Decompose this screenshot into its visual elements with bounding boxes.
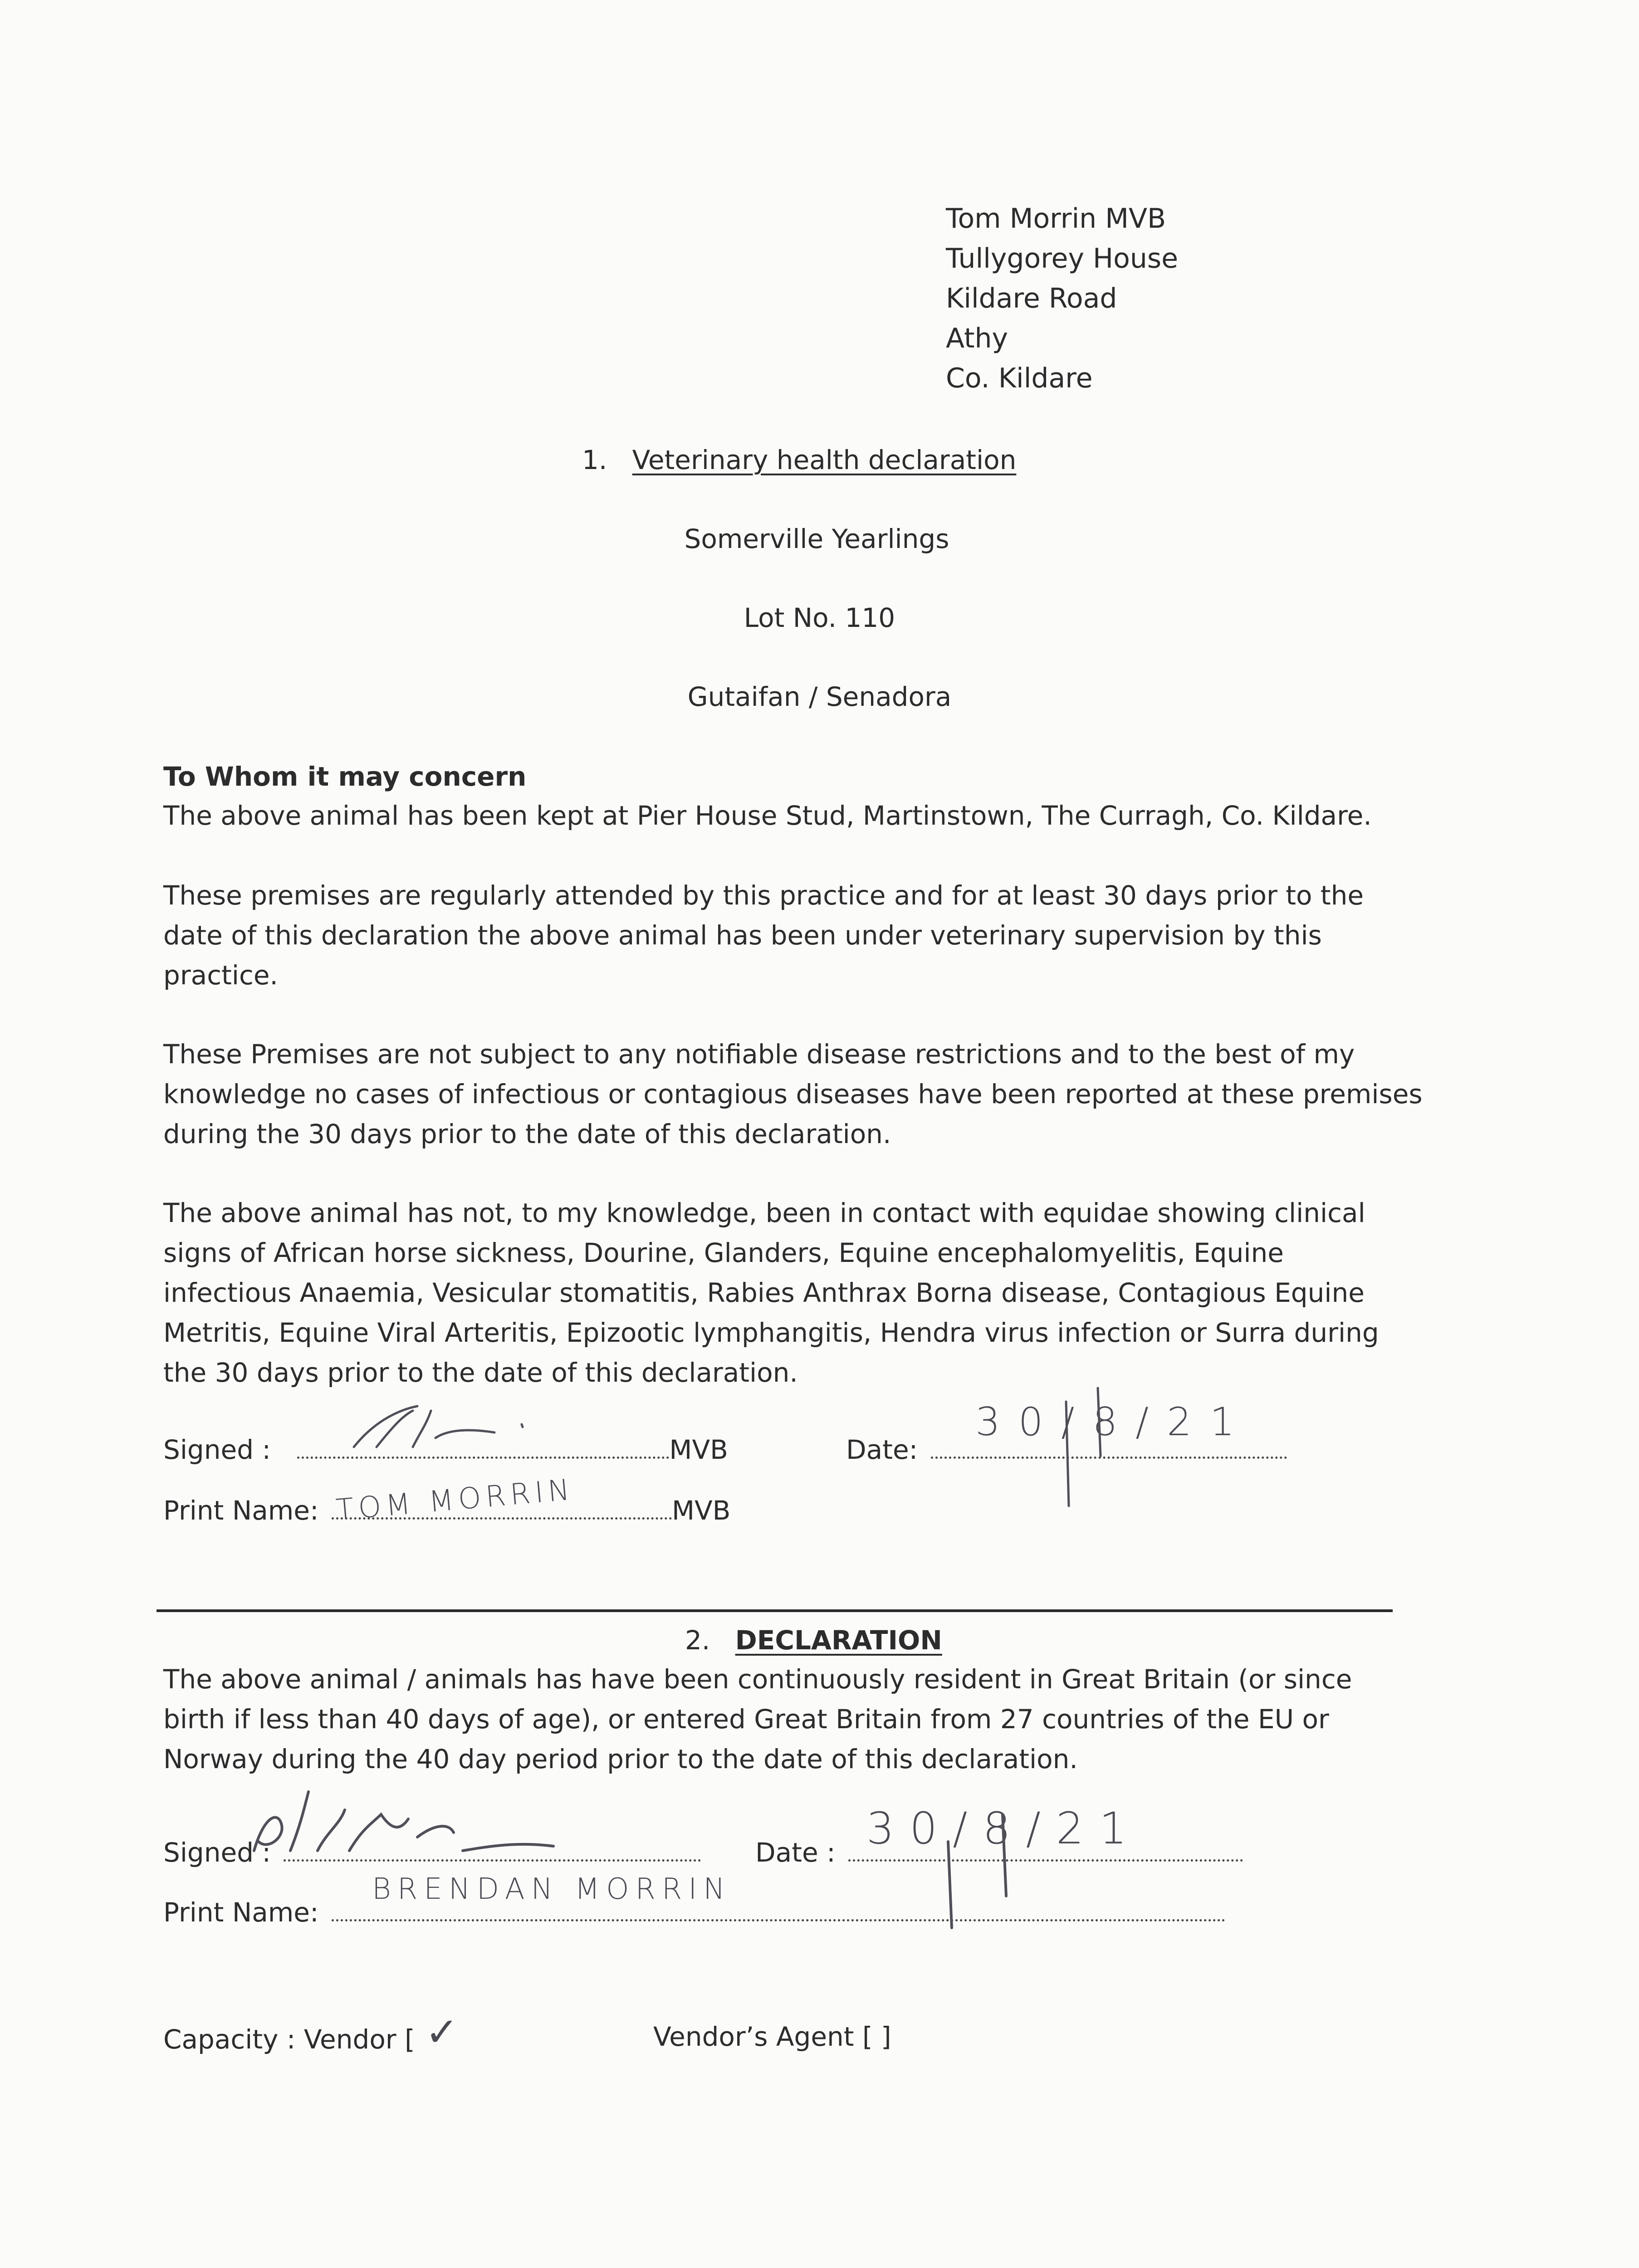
address-line: Tullygorey House xyxy=(946,243,1179,274)
section2-heading xyxy=(685,1620,942,1660)
sale-name-row xyxy=(0,519,1639,559)
address-line: Kildare Road xyxy=(946,283,1117,314)
vendors-agent-option: Vendor’s Agent [ ] xyxy=(653,2021,891,2052)
address-line: Athy xyxy=(946,323,1008,354)
signature-line xyxy=(284,1837,701,1862)
address-line: Tom Morrin MVB xyxy=(946,203,1166,235)
paragraph-no-contact: The above animal has not, to my knowledge, been in contact with equidae showing clinical signs of African horse sickness, Dourine, Glanders, Equine encephalomyelitis, Equine infectious Anaemia, Vesicular stomatitis, Rabies Anthrax Borna disease, Contagious Equine Metritis, Equine Viral Arteritis, Epizootic lymphangitis, Hendra virus infection or Surra during the 30 days prior to the date of this declaration. xyxy=(163,1198,1379,1388)
address-block xyxy=(946,199,1178,398)
mvb-suffix: MVB xyxy=(669,1434,728,1465)
vet-signature-row xyxy=(163,1430,728,1470)
section1-number: 1. xyxy=(582,445,607,475)
capacity-label: Capacity : Vendor [ xyxy=(163,2024,415,2055)
signed-label: Signed : xyxy=(163,1837,271,1868)
sale-name: Somerville Yearlings xyxy=(684,523,949,554)
signed-label: Signed : xyxy=(163,1434,271,1465)
mvb-suffix: MVB xyxy=(671,1495,731,1526)
address-line: Co. Kildare xyxy=(946,362,1093,394)
paragraph-premises-attended: These premises are regularly attended by this practice and for at least 30 days prior to the date of this declaration the above animal has been under veterinary supervision by this practice. xyxy=(163,880,1364,991)
section1-heading xyxy=(582,440,1016,480)
print-name-label: Print Name: xyxy=(163,1897,319,1928)
vet-handwritten-date: 30/8/21 xyxy=(975,1399,1253,1445)
section-divider xyxy=(157,1609,1393,1612)
section1-title: Veterinary health declaration xyxy=(632,445,1017,475)
lot-number-row xyxy=(0,598,1639,638)
date-label: Date : xyxy=(755,1837,836,1868)
print-name-label: Print Name: xyxy=(163,1495,319,1526)
paragraph-no-restrictions: These Premises are not subject to any notifiable disease restrictions and to the best of my knowledge no cases of infectious or contagious diseases have been reported at these premises during the 30 days prior to the date of this declaration. xyxy=(163,1039,1423,1149)
vendor-handwritten-date: 30/8/21 xyxy=(866,1803,1143,1854)
pedigree: Gutaifan / Senadora xyxy=(687,681,952,712)
paragraph-residency: The above animal / animals has have been continuously resident in Great Britain (or since birth if less than 40 days of age), or entered Great Britain from 27 countries of the EU or Norway during the 40 day period prior to the date of this declaration. xyxy=(163,1664,1352,1774)
lot-number: Lot No. 110 xyxy=(744,602,895,633)
vet-handwritten-name: TOM MORRIN xyxy=(334,1473,576,1527)
pedigree-row xyxy=(0,677,1639,717)
salutation: To Whom it may concern xyxy=(163,761,527,792)
date-label: Date: xyxy=(846,1434,918,1465)
section2-number: 2. xyxy=(685,1625,710,1656)
signature-line xyxy=(297,1434,669,1459)
vendor-checkmark: ✓ xyxy=(425,2009,459,2055)
section2-title: DECLARATION xyxy=(735,1625,942,1656)
vendor-signature-row xyxy=(163,1833,701,1872)
vendor-handwritten-name: BRENDAN MORRIN xyxy=(372,1872,732,1906)
capacity-row xyxy=(163,2009,459,2059)
paragraph-kept-at: The above animal has been kept at Pier House Stud, Martinstown, The Curragh, Co. Kildare. xyxy=(163,800,1372,831)
